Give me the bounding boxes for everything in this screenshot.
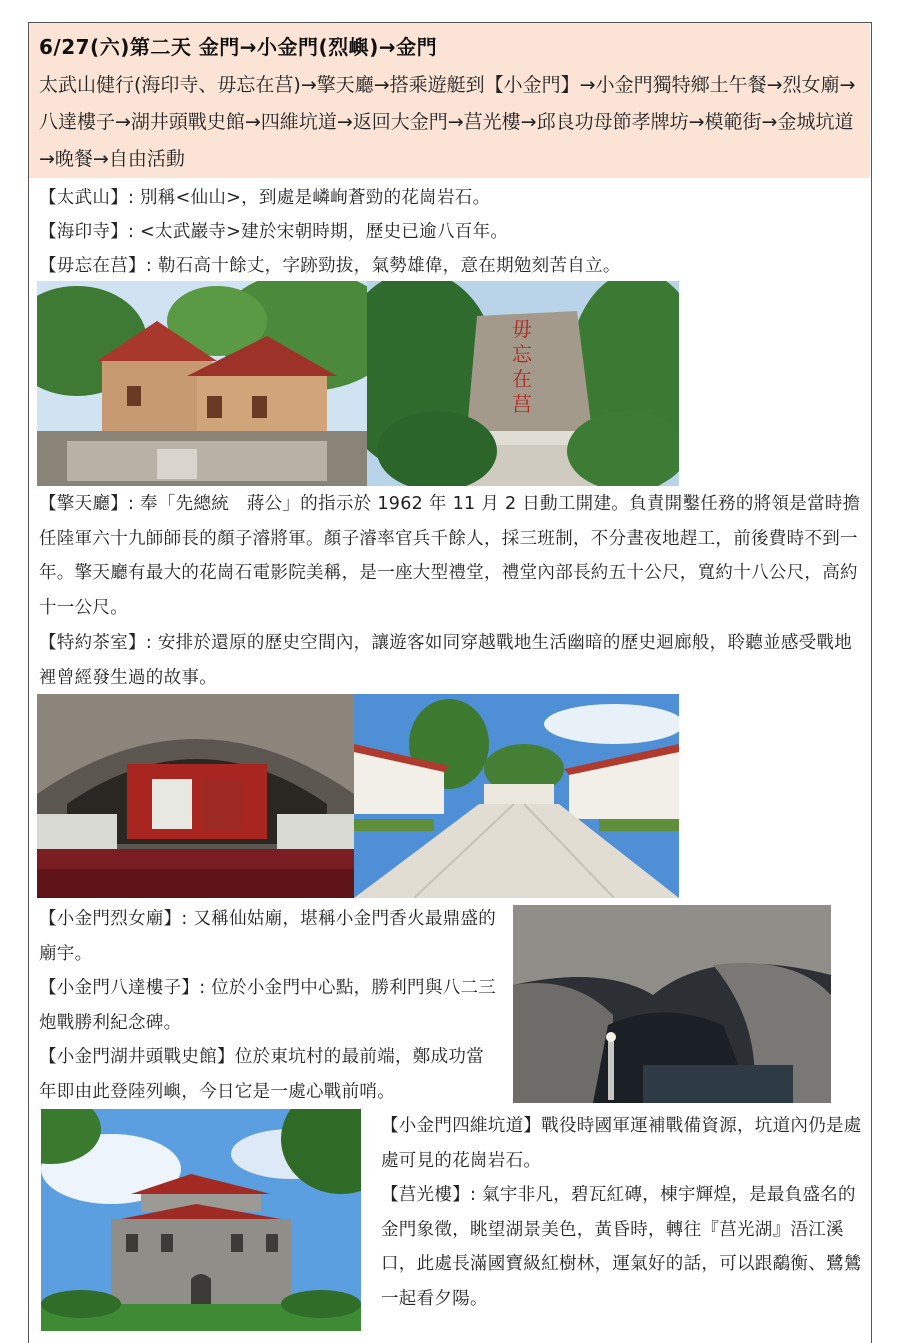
juguang-tower-photo [41, 1109, 361, 1331]
lienu-paragraph [39, 902, 499, 971]
page-title: 6/27(六)第二天 金門→小金門(烈嶼)→金門 [39, 35, 438, 59]
qingtian-hall-photo [37, 694, 354, 898]
wuwang-label: 【毋忘在莒】 [39, 256, 146, 276]
juguang-label: 【莒光樓】 [381, 1185, 470, 1205]
hujing-text: 位於東坑村的最前端，鄭成功當年即由此登陸列嶼，今日它是一處心戰前哨。 [39, 1047, 485, 1102]
haiyin-temple-photo [37, 281, 367, 486]
bada-label: 【小金門八達樓子】 [39, 978, 200, 998]
wuwang-rock-photo [367, 281, 679, 486]
itinerary-page [28, 22, 872, 1343]
siwei-label: 【小金門四維坑道】 [381, 1116, 542, 1136]
siwei-paragraph [381, 1109, 866, 1178]
juguang-paragraph [381, 1178, 866, 1316]
haiyin-text: : <太武巖寺>建於宋朝時期，歷史已逾八百年。 [128, 222, 509, 242]
taiwu-label: 【太武山】 [39, 188, 128, 208]
siwei-text: 戰役時國軍運補戰備資源，坑道內仍是處處可見的花崗岩石。 [381, 1116, 862, 1171]
rock-char-2: 忘 [512, 342, 532, 366]
haiyin-paragraph [39, 215, 864, 250]
taiwu-paragraph [39, 181, 864, 216]
teahouse-paragraph [39, 626, 864, 695]
juguang-text: : 氣宇非凡，碧瓦紅磚，棟宇輝煌，是最負盛名的金門象徵，眺望湖景美色，黃昏時，轉往『莒光湖』浯江溪口，此處長滿國寶級紅樹林，運氣好的話，可以跟鷸衡、鷺鷥一起看夕陽。 [381, 1185, 862, 1309]
qingtian-label: 【擎天廳】 [39, 494, 128, 514]
teahouse-courtyard-photo [354, 694, 679, 898]
rock-char-4: 莒 [512, 392, 532, 416]
lienu-label: 【小金門烈女廟】 [39, 909, 182, 929]
rock-char-1: 毋 [512, 317, 532, 341]
day-header [29, 23, 870, 178]
rock-char-3: 在 [512, 367, 532, 391]
qingtian-paragraph [39, 487, 864, 625]
teahouse-label: 【特約茶室】 [39, 633, 146, 653]
wuwang-text: : 勒石高十餘丈，字跡勁拔，氣勢雄偉，意在期勉刻苦自立。 [145, 256, 621, 276]
haiyin-label: 【海印寺】 [39, 222, 128, 242]
teahouse-text: : 安排於還原的歷史空間內，讓遊客如同穿越戰地生活幽暗的歷史迴廊般，聆聽並感受戰地裡曾經發生過的故事。 [39, 633, 853, 688]
taiwu-text: : 別稱<仙山>，到處是嶙峋蒼勁的花崗岩石。 [128, 188, 491, 208]
route-summary: 太武山健行(海印寺、毋忘在莒)→擎天廳→搭乘遊艇到【小金門】→小金門獨特鄉土午餐→烈女廟→八達樓子→湖井頭戰史館→四維坑道→返回大金門→莒光樓→邱良功母節孝牌坊→模範街→金城坑道→晚餐→自由活動 [39, 74, 856, 170]
bada-paragraph [39, 971, 499, 1040]
bada-text: : 位於小金門中心點，勝利門與八二三炮戰勝利紀念碑。 [39, 978, 497, 1033]
wuwang-paragraph [39, 249, 864, 284]
hujing-paragraph [39, 1040, 499, 1109]
hujing-label: 【小金門湖井頭戰史館】 [39, 1047, 235, 1067]
lienu-text: : 又稱仙姑廟，堪稱小金門香火最鼎盛的廟宇。 [39, 909, 497, 964]
qingtian-text: : 奉「先總統 蔣公」的指示於 1962 年 11 月 2 日動工開建。負責開鑿任務的將領是當時擔任陸軍六十九師師長的顏子濬將軍。顏子濬率官兵千餘人，採三班制，不分晝夜地趕工，前後費時不到一年。擎天廳有最大的花崗石電影院美稱，是一座大型禮堂，禮堂內部長約五十公尺，寬約十八公尺，高約十一公尺。 [39, 494, 861, 618]
siwei-tunnel-photo [513, 905, 831, 1103]
